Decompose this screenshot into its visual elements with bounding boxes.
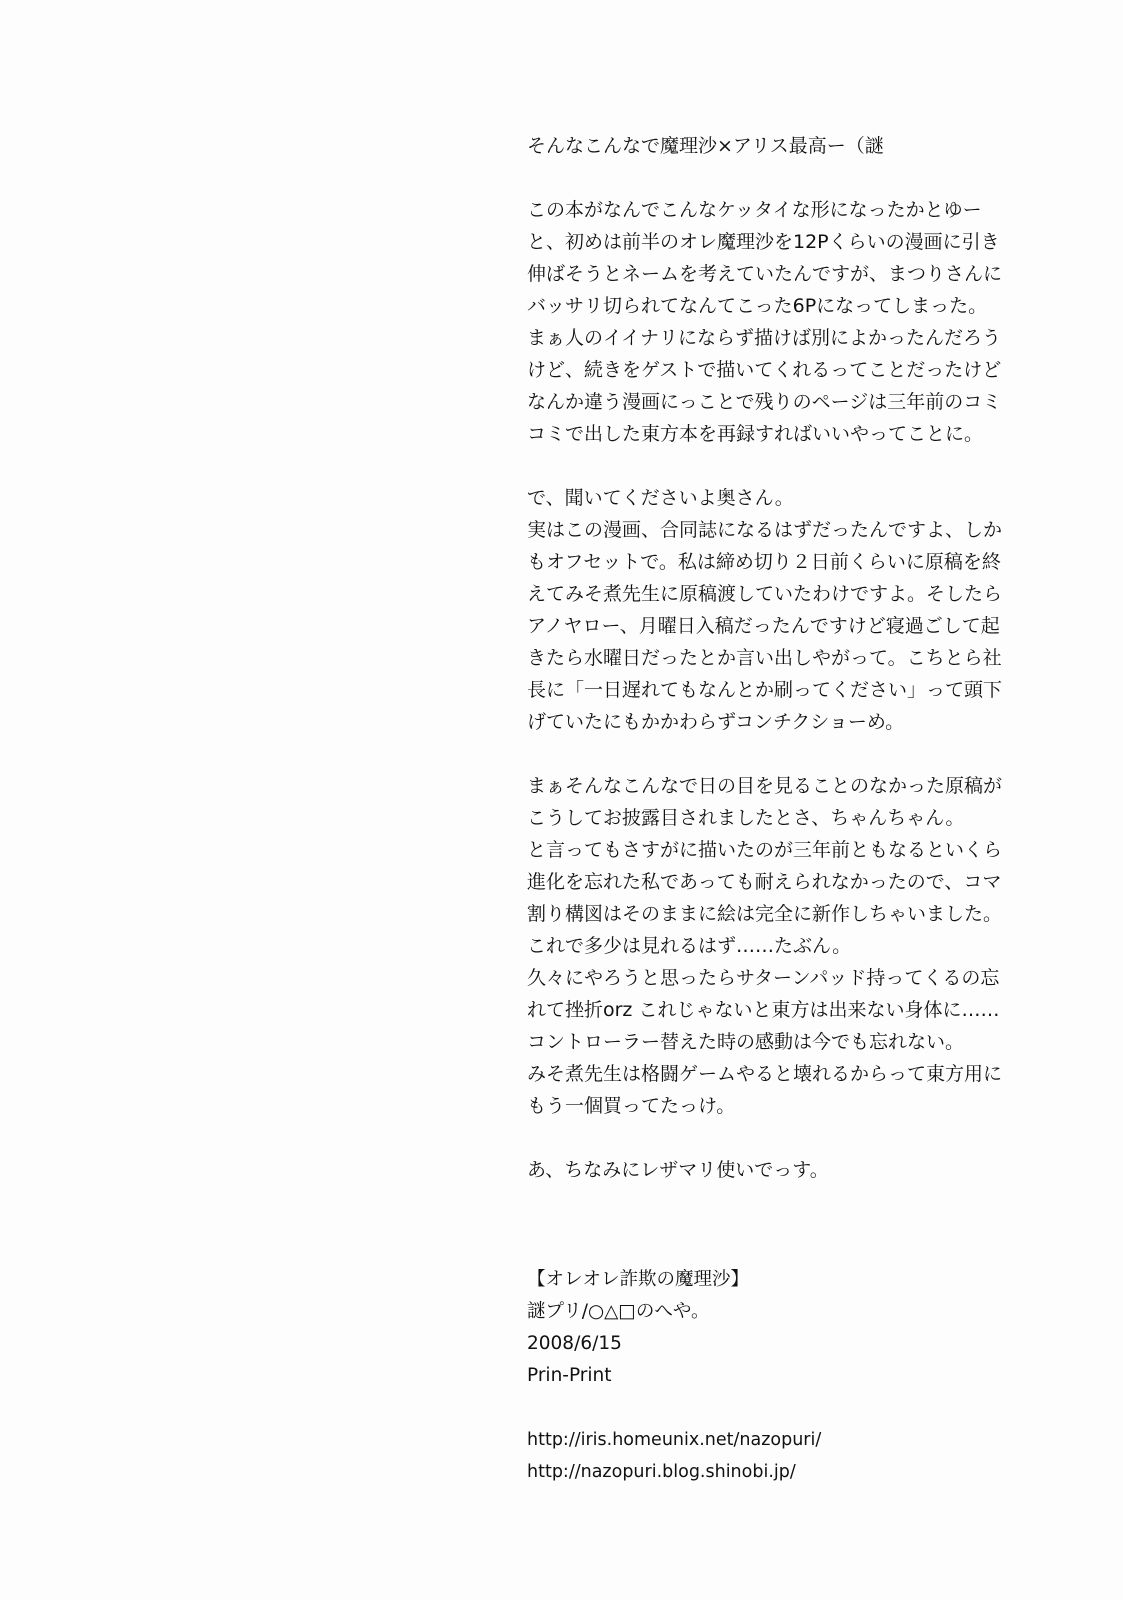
text-line: なんか違う漫画にっことで残りのページは三年前のコミ (527, 391, 1002, 413)
website-url: http://iris.homeunix.net/nazopuri/ (527, 1430, 822, 1450)
text-line: で、聞いてくださいよ奥さん。 (527, 487, 794, 509)
text-line: この本がなんでこんなケッタイな形になったかとゆー (527, 199, 982, 221)
afterword-text (527, 130, 1027, 1186)
text-line: バッサリ切られてなんてこった6Pになってしまった。 (527, 295, 988, 317)
paragraph-3 (527, 770, 1027, 1122)
text-line: けど、続きをゲストで描いてくれるってことだったけど (527, 359, 1002, 381)
text-line: アノヤロー、月曜日入稿だったんですけど寝過ごして起 (527, 615, 1000, 637)
text-line: もオフセットで。私は締め切り２日前くらいに原稿を終 (527, 551, 1001, 573)
text-line: 伸ばそうとネームを考えていたんですが、まつりさんに (527, 263, 1003, 285)
blog-url: http://nazopuri.blog.shinobi.jp/ (527, 1462, 796, 1482)
paragraph-gap (527, 162, 1027, 194)
text-line: 長に「一日遅れてもなんとか刷ってください」って頭下 (527, 679, 1003, 701)
text-line: まぁそんなこんなで日の目を見ることのなかった原稿が (527, 775, 1003, 797)
afterword-heading: そんなこんなで魔理沙×アリス最高ー（謎 (527, 135, 884, 157)
paragraph-gap (527, 1122, 1027, 1154)
text-line: これで多少は見れるはず……たぶん。 (527, 935, 852, 957)
text-line: みそ煮先生は格闘ゲームやると壊れるからって東方用に (527, 1063, 1003, 1085)
text-line: コミで出した東方本を再録すればいいやってことに。 (527, 423, 984, 445)
book-title: 【オレオレ詐欺の魔理沙】 (527, 1269, 750, 1290)
text-line: れて挫折orz これじゃないと東方は出来ない身体に…… (527, 999, 1000, 1021)
paragraph-gap (527, 450, 1027, 482)
paragraph-2 (527, 482, 1027, 738)
text-line: きたら水曜日だったとか言い出しやがって。こちとら社 (527, 647, 1002, 669)
closing-line: あ、ちなみにレザマリ使いでっす。 (527, 1159, 829, 1181)
text-line: コントローラー替えた時の感動は今でも忘れない。 (527, 1031, 965, 1053)
printer-name: Prin-Print (527, 1365, 612, 1386)
text-line: もう一個買ってたっけ。 (527, 1095, 736, 1117)
colophon (527, 1264, 1027, 1488)
text-line: げていたにもかかわらずコンチクショーめ。 (527, 711, 905, 733)
text-line: 割り構図はそのままに絵は完全に新作しちゃいました。 (527, 903, 1003, 925)
text-line: 進化を忘れた私であっても耐えられなかったので、コマ (527, 871, 1002, 893)
text-line: と言ってもさすがに描いたのが三年前ともなるといくら (527, 839, 1003, 861)
text-line: 実はこの漫画、合同誌になるはずだったんですよ、しか (527, 519, 1003, 541)
text-line: こうしてお披露目されましたとさ、ちゃんちゃん。 (527, 807, 965, 829)
url-list (527, 1424, 1027, 1488)
text-line: えてみそ煮先生に原稿渡していたわけですよ。そしたら (527, 583, 1003, 605)
circle-name: 謎プリ/○△□のへや。 (527, 1301, 710, 1322)
text-line: 久々にやろうと思ったらサターンパッド持ってくるの忘 (527, 967, 1000, 989)
text-line: と、初めは前半のオレ魔理沙を12Pくらいの漫画に引き (527, 231, 1000, 253)
publish-date: 2008/6/15 (527, 1333, 622, 1354)
paragraph-1 (527, 194, 1027, 450)
text-line: まぁ人のイイナリにならず描けば別によかったんだろう (527, 327, 1002, 349)
paragraph-gap (527, 738, 1027, 770)
